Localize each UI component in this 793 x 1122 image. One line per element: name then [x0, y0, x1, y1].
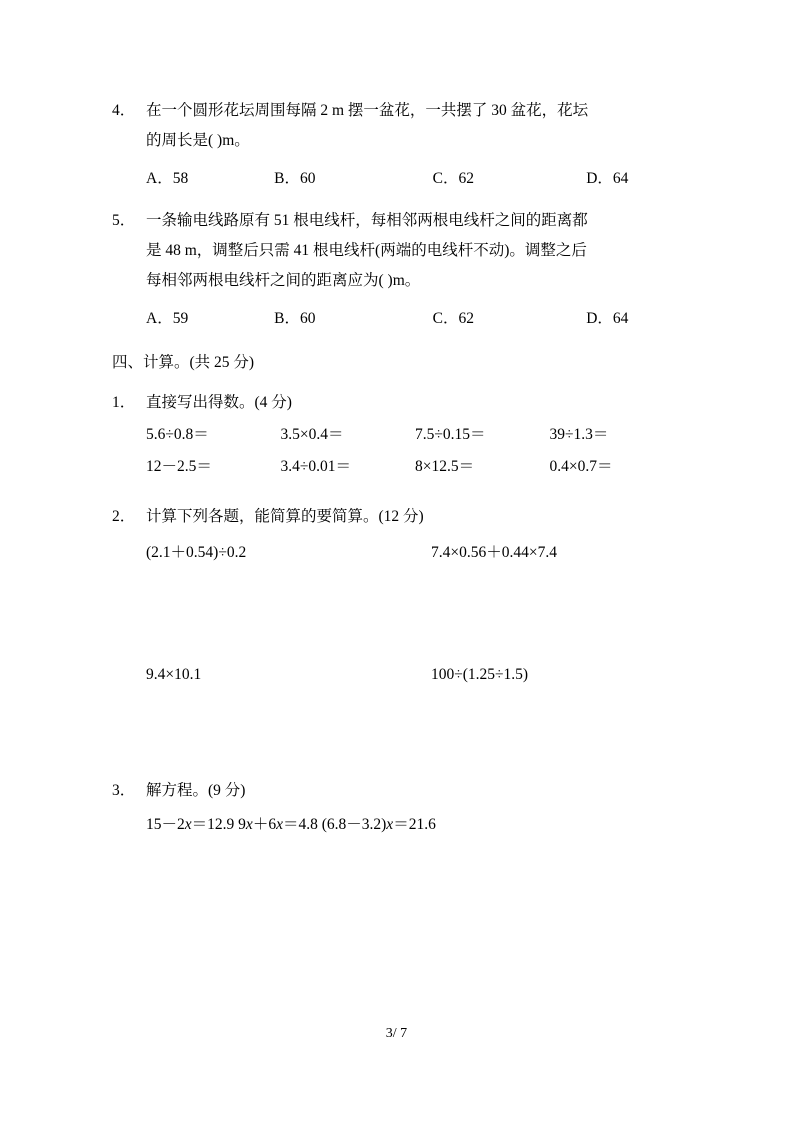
mental-item-2-4: 0.4×0.7＝ — [549, 458, 613, 475]
question-4-option-a[interactable]: A．58 — [146, 170, 189, 187]
question-4-line-1: 在一个圆形花坛周围每隔 2 m 摆一盆花，一共摆了 30 盆花，花坛 — [146, 102, 589, 119]
calc-expression-2: 7.4×0.56＋0.44×7.4 — [430, 544, 557, 561]
mental-item-1-3: 7.5÷0.15＝ — [415, 426, 486, 443]
mental-math-row-1 — [146, 420, 684, 450]
calc-row-2 — [146, 660, 684, 690]
mental-item-1-1: 5.6÷0.8＝ — [146, 426, 209, 443]
sub-question-2 — [112, 502, 684, 532]
calc-expression-3: 9.4×10.1 — [146, 666, 202, 683]
mental-item-2-3: 8×12.5＝ — [415, 458, 475, 475]
calc-expression-1: (2.1＋0.54)÷0.2 — [146, 544, 247, 561]
question-5-number: 5． — [112, 212, 136, 229]
question-4-options — [146, 164, 684, 194]
mental-item-2-2: 3.4÷0.01＝ — [280, 458, 352, 475]
calc-expression-4: 100÷(1.25÷1.5) — [430, 666, 529, 683]
question-5-text — [146, 206, 684, 296]
question-4-number: 4． — [112, 102, 136, 119]
sub-question-1 — [112, 388, 684, 418]
sub-question-3-title: 解方程。(9 分) — [146, 782, 246, 799]
sub-question-1-number: 1． — [112, 394, 136, 411]
question-4-text — [146, 96, 684, 156]
question-5 — [112, 206, 684, 296]
question-5-option-b[interactable]: B．60 — [274, 310, 316, 327]
work-space-2 — [112, 690, 684, 772]
mental-item-1-2: 3.5×0.4＝ — [280, 426, 344, 443]
work-space-3 — [112, 840, 684, 932]
question-5-option-c[interactable]: C．62 — [432, 310, 474, 327]
sub-question-2-title: 计算下列各题，能简算的要简算。(12 分) — [146, 508, 424, 525]
question-5-option-a[interactable]: A．59 — [146, 310, 189, 327]
calc-row-1 — [146, 538, 684, 568]
section-title-calculation: 四、计算。(共 25 分) — [112, 354, 255, 371]
page-number: 3/ 7 — [385, 1026, 408, 1041]
question-4-option-d[interactable]: D．64 — [586, 170, 629, 187]
question-4 — [112, 96, 684, 156]
sub-question-3-number: 3． — [112, 782, 136, 799]
page-content — [112, 96, 684, 932]
question-4-option-c[interactable]: C．62 — [432, 170, 474, 187]
mental-item-2-1: 12－2.5＝ — [146, 458, 212, 475]
sub-question-1-title: 直接写出得数。(4 分) — [146, 394, 292, 411]
question-5-line-2: 是 48 m，调整后只需 41 根电线杆(两端的电线杆不动)。调整之后 — [146, 242, 587, 259]
mental-item-1-4: 39÷1.3＝ — [549, 426, 609, 443]
question-5-option-d[interactable]: D．64 — [586, 310, 629, 327]
mental-math-row-2 — [146, 452, 684, 482]
question-4-option-b[interactable]: B．60 — [274, 170, 316, 187]
sub-question-3 — [112, 776, 684, 806]
question-5-options — [146, 304, 684, 334]
question-5-line-1: 一条输电线路原有 51 根电线杆，每相邻两根电线杆之间的距离都 — [146, 212, 588, 229]
question-5-line-3: 每相邻两根电线杆之间的距离应为( )m。 — [146, 272, 421, 289]
work-space-1 — [112, 568, 684, 654]
sub-question-2-number: 2． — [112, 508, 136, 525]
question-4-line-2: 的周长是( )m。 — [146, 132, 250, 149]
equation-row: 15－2 x ＝12.9 9 x ＋6 x ＝4.8 (6.8－3.2) x ＝21.6 — [146, 816, 436, 833]
